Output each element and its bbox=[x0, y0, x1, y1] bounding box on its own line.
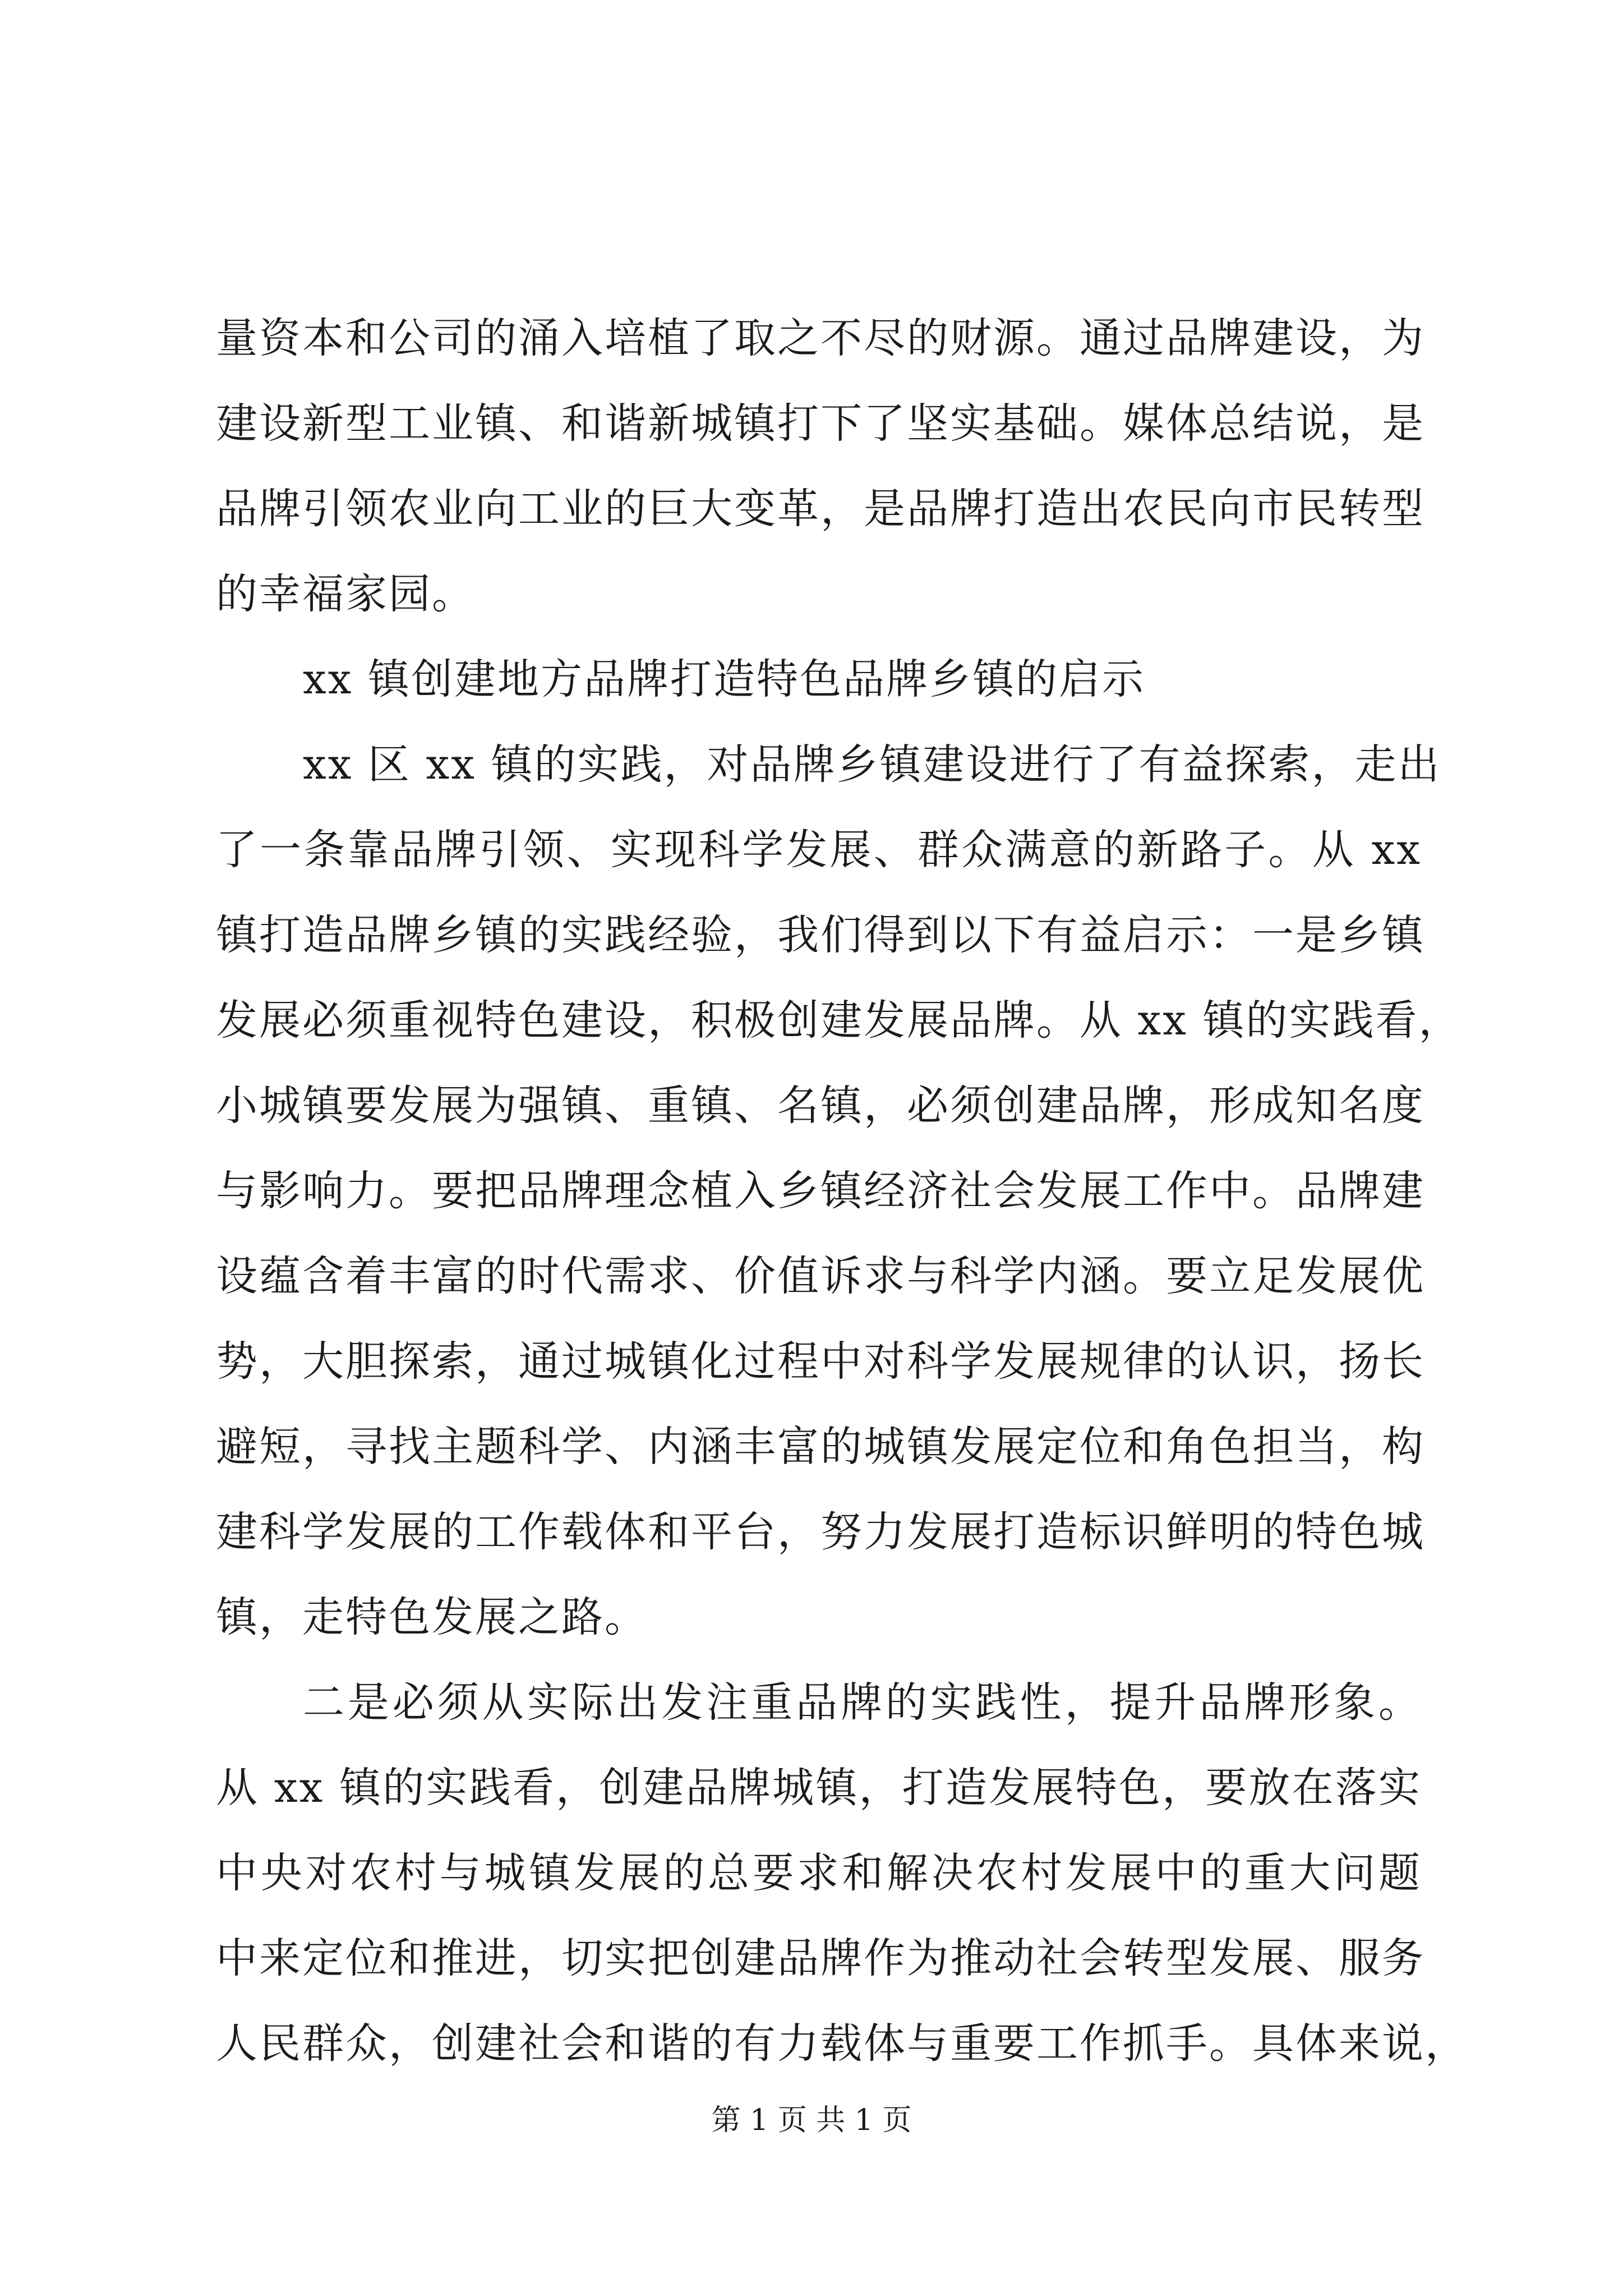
body-line: 量资本和公司的涌入培植了取之不尽的财源。通过品牌建设，为 bbox=[216, 314, 1425, 362]
body-line: 镇，走特色发展之路。 bbox=[216, 1593, 648, 1641]
body-line: 避短，寻找主题科学、内涵丰富的城镇发展定位和角色担当，构 bbox=[216, 1423, 1425, 1471]
body-line: 小城镇要发展为强镇、重镇、名镇，必须创建品牌，形成知名度 bbox=[216, 1082, 1425, 1130]
body-line: 中来定位和推进，切实把创建品牌作为推动社会转型发展、服务 bbox=[216, 1934, 1425, 1982]
body-line: 势，大胆探索，通过城镇化过程中对科学发展规律的认识，扬长 bbox=[216, 1337, 1425, 1386]
section-heading: xx 镇创建地方品牌打造特色品牌乡镇的启示 bbox=[303, 655, 1145, 703]
body-line: 从 xx 镇的实践看，创建品牌城镇，打造发展特色，要放在落实 bbox=[216, 1764, 1422, 1812]
body-line: 建科学发展的工作载体和平台，努力发展打造标识鲜明的特色城 bbox=[216, 1508, 1425, 1556]
body-line: 人民群众，创建社会和谐的有力载体与重要工作抓手。具体来说， bbox=[216, 2019, 1468, 2068]
body-line: 建设新型工业镇、和谐新城镇打下了坚实基础。媒体总结说，是 bbox=[216, 399, 1425, 448]
body-line: 与影响力。要把品牌理念植入乡镇经济社会发展工作中。品牌建 bbox=[216, 1167, 1425, 1215]
body-line: 二是必须从实际出发注重品牌的实践性，提升品牌形象。 bbox=[303, 1678, 1422, 1727]
body-line: xx 区 xx 镇的实践，对品牌乡镇建设进行了有益探索，走出 bbox=[303, 740, 1441, 789]
body-line: 中央对农村与城镇发展的总要求和解决农村发展中的重大问题 bbox=[216, 1849, 1422, 1897]
body-line: 了一条靠品牌引领、实现科学发展、群众满意的新路子。从 xx bbox=[216, 826, 1422, 874]
body-line: 品牌引领农业向工业的巨大变革，是品牌打造出农民向市民转型 bbox=[216, 485, 1425, 533]
body-line: 的幸福家园。 bbox=[216, 570, 475, 618]
body-line: 镇打造品牌乡镇的实践经验，我们得到以下有益启示：一是乡镇 bbox=[216, 911, 1425, 959]
body-line: 设蕴含着丰富的时代需求、价值诉求与科学内涵。要立足发展优 bbox=[216, 1252, 1425, 1300]
body-line: 发展必须重视特色建设，积极创建发展品牌。从 xx 镇的实践看， bbox=[216, 996, 1462, 1045]
page-footer: 第 1 页 共 1 页 bbox=[711, 2104, 912, 2137]
